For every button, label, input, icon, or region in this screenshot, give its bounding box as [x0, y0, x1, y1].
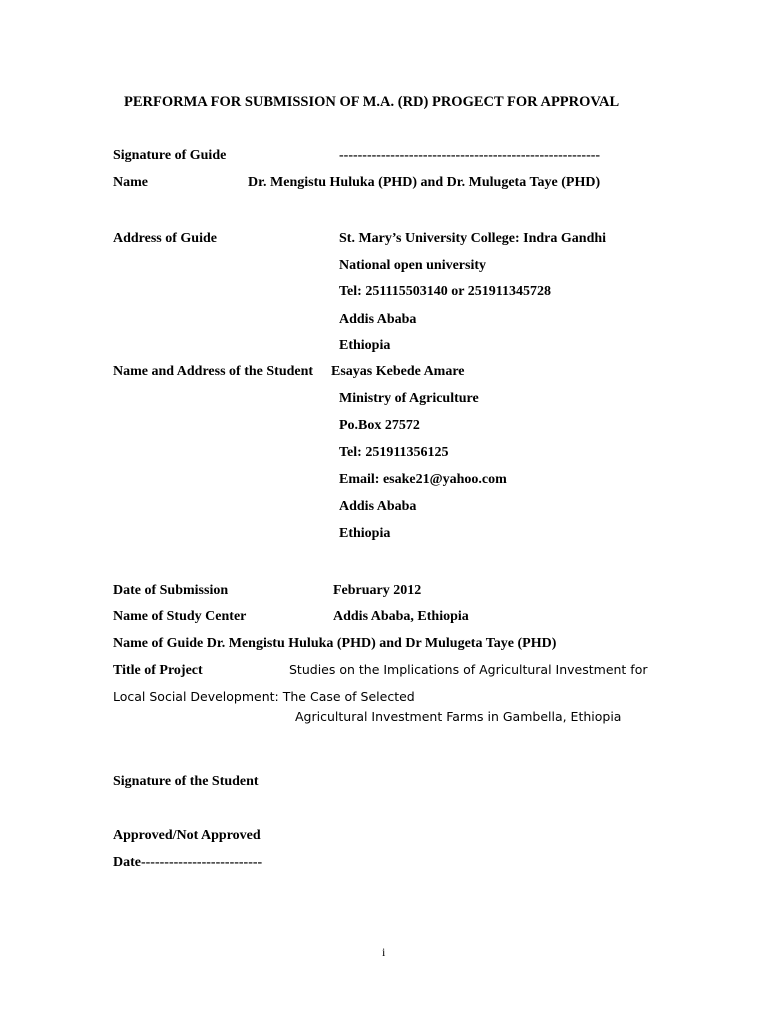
study-center-label: Name of Study Center	[113, 609, 247, 624]
address-of-guide-label: Address of Guide	[113, 231, 217, 246]
signature-of-student-label: Signature of the Student	[113, 774, 259, 789]
guide-address-line: Ethiopia	[339, 338, 391, 353]
study-center-value: Addis Ababa, Ethiopia	[333, 609, 469, 624]
student-address-line: Ethiopia	[339, 526, 391, 541]
page-number: i	[382, 945, 386, 959]
guide-address-line: National open university	[339, 258, 487, 273]
student-name: Esayas Kebede Amare	[331, 364, 465, 379]
guide-address-line: Addis Ababa	[339, 312, 417, 327]
student-address-line: Tel: 251911356125	[339, 445, 449, 460]
student-address-line: Ministry of Agriculture	[339, 391, 479, 406]
name-of-guide-line: Name of Guide Dr. Mengistu Huluka (PHD) and Dr Mulugeta Taye (PHD)	[113, 636, 557, 651]
date-label: Date--------------------------	[113, 855, 263, 870]
name-value: Dr. Mengistu Huluka (PHD) and Dr. Mulugeta Taye (PHD)	[248, 175, 601, 190]
student-address-line: Email: esake21@yahoo.com	[339, 472, 507, 487]
project-title-line: Agricultural Investment Farms in Gambella, Ethiopia	[295, 709, 622, 724]
title-of-project-label: Title of Project	[113, 663, 203, 678]
project-title-line: Studies on the Implications of Agricultural Investment for	[289, 662, 648, 677]
signature-of-guide-line: --------------------------------------------------------	[339, 148, 601, 163]
date-of-submission-value: February 2012	[333, 583, 422, 598]
approval-label: Approved/Not Approved	[113, 828, 261, 843]
project-title-line: Local Social Development: The Case of Selected	[113, 689, 415, 704]
date-of-submission-label: Date of Submission	[113, 583, 229, 598]
student-address-line: Po.Box 27572	[339, 418, 420, 433]
document-title: PERFORMA FOR SUBMISSION OF M.A. (RD) PROGECT FOR APPROVAL	[124, 94, 620, 110]
signature-of-guide-label: Signature of Guide	[113, 148, 227, 163]
guide-address-line: Tel: 251115503140 or 251911345728	[339, 284, 551, 299]
student-label: Name and Address of the Student	[113, 364, 314, 379]
guide-address-line: St. Mary’s University College: Indra Gandhi	[339, 231, 607, 246]
name-label: Name	[113, 175, 148, 190]
student-address-line: Addis Ababa	[339, 499, 417, 514]
